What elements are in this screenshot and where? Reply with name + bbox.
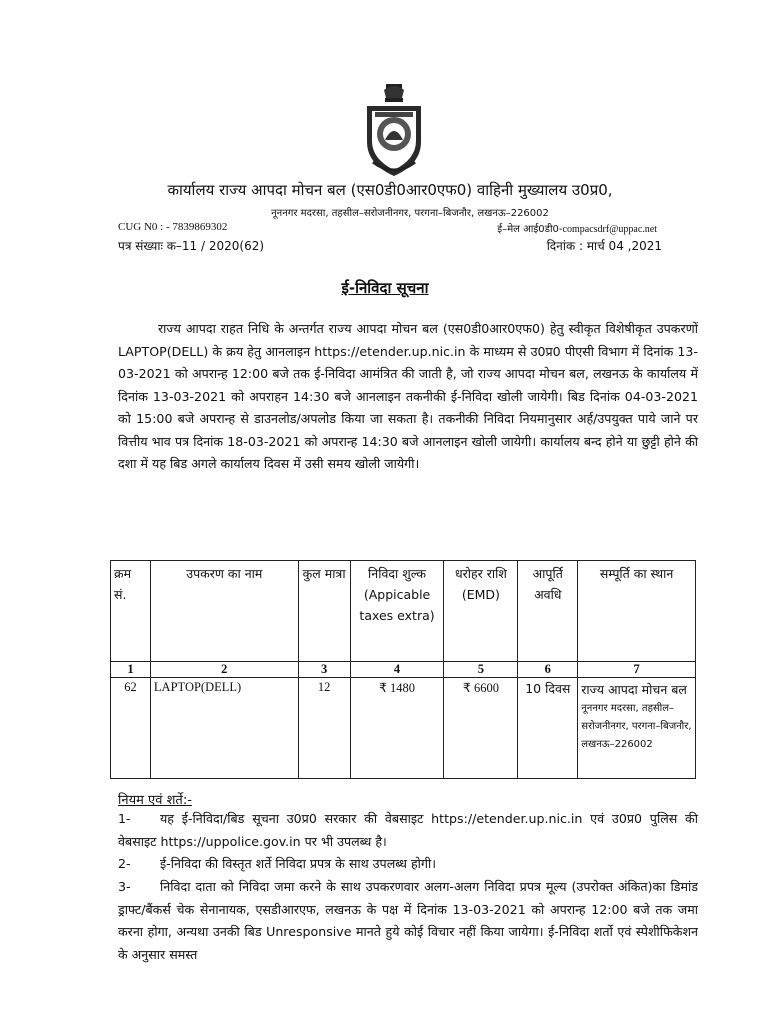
rule-number: 3- (118, 879, 131, 894)
cell-emd: ₹ 6600 (444, 678, 518, 779)
rule-item (118, 876, 698, 1016)
cug-number: CUG N0 : - 7839869302 (118, 221, 228, 233)
table-header-row (111, 561, 696, 662)
header-qty: कुल मात्रा (298, 561, 350, 662)
rule-text: निविदा दाता को निविदा जमा करने के साथ उपकरणवार अलग-अलग निविदा प्रपत्र मूल्य (उपरोक्त अंकित)का डिमांड ड्राफ्ट/बैंकर्स चेक सेनानायक, एसडीआरएफ, लखनऊ के पक्ष में दिनांक 13-03-2021 को अपरान्ह 12:00 बजे तक जमा करना होगा, अन्यथा उनकी बिड Unresponsive मानते हुये कोई विचार नहीं किया जायेगा। ई-निविदा शर्तो एवं स्पेशीफिकेशन के अनुसार समस्त (118, 879, 698, 962)
col-number: 7 (578, 662, 696, 678)
header-supply-period: आपूर्ति अवधि (518, 561, 578, 662)
email-line (497, 221, 657, 235)
cell-sno: 62 (111, 678, 151, 779)
notice-title (0, 278, 770, 298)
cell-qty: 12 (298, 678, 350, 779)
notice-title-text: ई-निविदा सूचना (341, 279, 429, 297)
header-item: उपकरण का नाम (150, 561, 298, 662)
rules-title: नियम एवं शर्ते:- (118, 793, 192, 808)
header-emd: धरोहर राशि (EMD) (444, 561, 518, 662)
col-number: 1 (111, 662, 151, 678)
office-address: नूननगर मदरसा, तहसील–सरोजनीनगर, परगना–बिजनौर, लखनऊ–226002 (271, 208, 549, 219)
email-address[interactable]: compacsdrf@uppac.net (562, 224, 657, 235)
col-number: 3 (298, 662, 350, 678)
email-label: ई–मेल आई0डी0- (497, 224, 563, 235)
cell-fee: ₹ 1480 (350, 678, 444, 779)
header-place: सम्पूर्ति का स्थान (578, 561, 696, 662)
sdrf-emblem-icon (355, 82, 433, 182)
col-number: 4 (350, 662, 444, 678)
letter-number: पत्र संख्याः क–11 / 2020(62) (118, 239, 265, 253)
cell-supply-period: 10 दिवस (518, 678, 578, 779)
rule-item (118, 853, 698, 876)
notice-body: राज्य आपदा राहत निधि के अन्तर्गत राज्य आपदा मोचन बल (एस0डी0आर0एफ0) हेतु स्वीकृत विशेषीकृत उपकरणों LAPTOP(DELL) के क्रय हेतु आनलाइन https://etender.up.nic.in के माध्यम से उ0प्र0 पीएसी विभाग में दिनांक 13-03-2021 को अपरान्ह 12:00 बजे तक ई-निविदा आमंत्रित की जाती है, जो राज्य आपदा मोचन बल, लखनऊ के कार्यालय में दिनांक 13-03-2021 को अपराहन 14:30 बजे आनलाइन तकनीकी ई-निविदा खोली जायेगी। बिड दिनांक 04-03-2021 को 15:00 बजे अपरान्ह से डाउनलोड/अपलोड किया जा सकता है। तकनीकी निविदा नियमानुसार अर्ह/उपयुक्त पाये जाने पर वित्तीय भाव पत्र दिनांक 18-03-2021 को अपरान्ह 14:30 बजे आनलाइन खोली जायेगी। कार्यालय बन्द होने या छुट्टी होने की दशा में यह बिड अगले कार्यालय दिवस में उसी समय खोली जायेगी। (118, 321, 698, 471)
rule-text: ई-निविदा की विस्तृत शर्ते निविदा प्रपत्र के साथ उपलब्ध होगी। (160, 856, 437, 871)
col-number: 2 (150, 662, 298, 678)
header-fee: निविदा शुल्क (Appicable taxes extra) (350, 561, 444, 662)
rule-number: 2- (118, 856, 131, 871)
place-detail: नूननगर मदरसा, तहसील–सरोजनीनगर, परगना–बिजनौर, लखनऊ–226002 (581, 703, 692, 750)
table-row (111, 678, 696, 779)
col-number: 5 (444, 662, 518, 678)
rule-number: 1- (118, 811, 131, 826)
place-main: राज्य आपदा मोचन बल (581, 682, 687, 697)
col-number: 6 (518, 662, 578, 678)
office-title: कार्यालय राज्य आपदा मोचन बल (एस0डी0आर0एफ0) वाहिनी मुख्यालय उ0प्र0, (167, 181, 613, 199)
tender-table (110, 560, 696, 779)
rule-item (118, 808, 698, 853)
cell-place (578, 678, 696, 779)
table-column-number-row (111, 662, 696, 678)
rule-text: यह ई-निविदा/बिड सूचना उ0प्र0 सरकार की वेबसाइट https://etender.up.nic.in एवं उ0प्र0 पुलिस की वेबसाइट https://uppolice.gov.in पर भी उपलब्ध है। (118, 811, 698, 849)
cell-item: LAPTOP(DELL) (150, 678, 298, 779)
letter-date: दिनांक : मार्च 04 ,2021 (546, 239, 662, 253)
header-sno: क्रम सं. (111, 561, 151, 662)
